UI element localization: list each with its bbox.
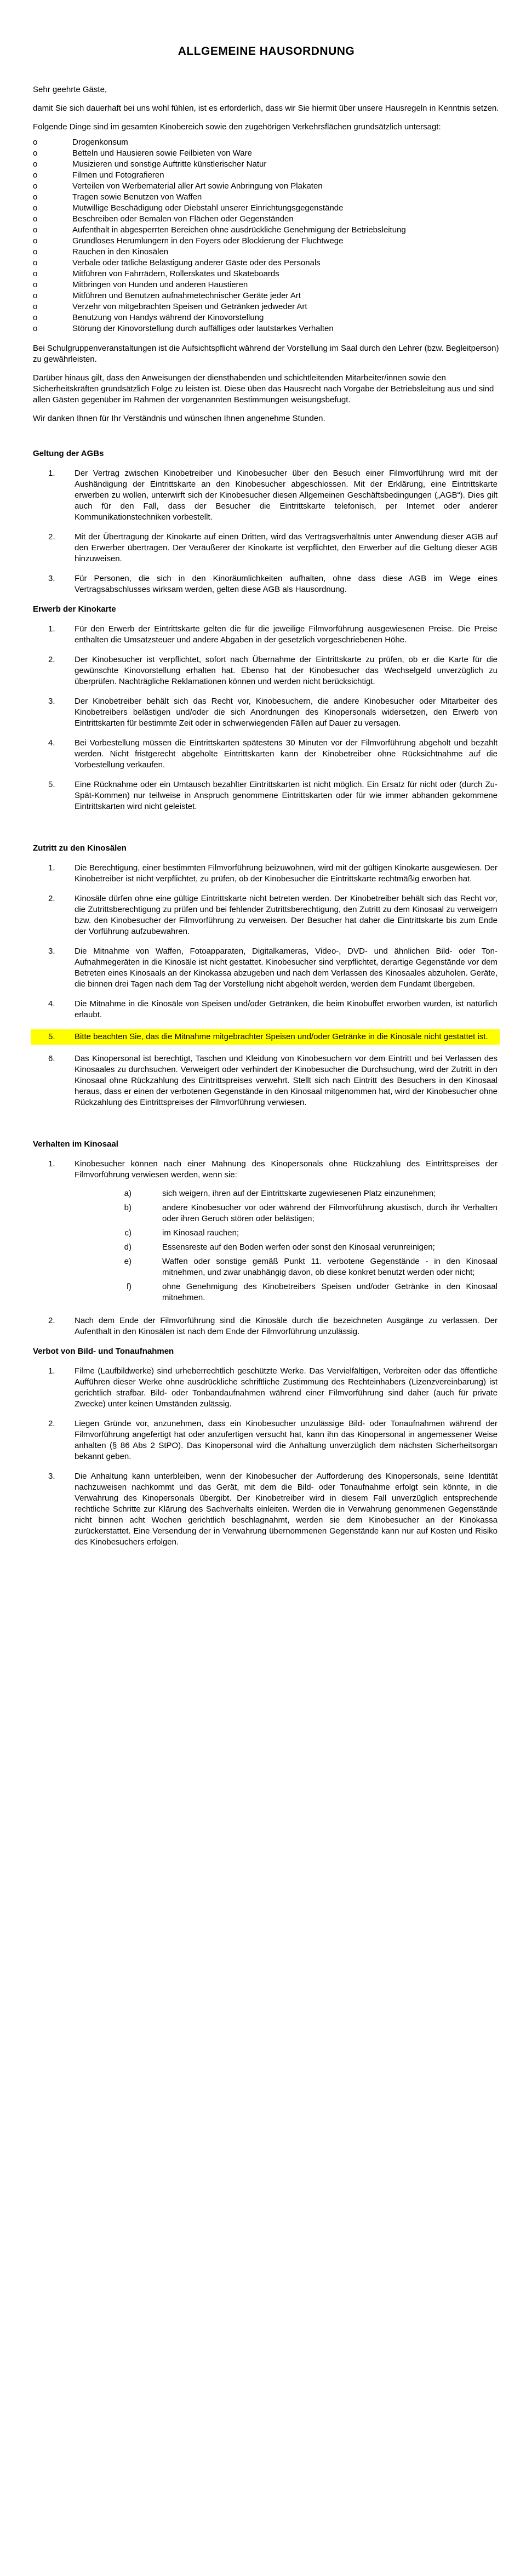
section-heading: Verbot von Bild- und Tonaufnahmen <box>33 1347 174 1356</box>
item-text: Der Kinobetreiber behält sich das Recht vor, Kinobesuchern, die andere Kinobesucher oder Mitarbeiter des Kinobetreibers belästigen und/oder die sich Anordnungen des Kinopersonals widersetzen, den Erwerb von Eintrittskarten für bestimmte Zeit oder in schwerwiegenden Fällen auf Dauer zu versagen. <box>75 697 498 728</box>
prohibited-item-text: Rauchen in den Kinosälen <box>72 247 169 257</box>
section-list-item <box>33 573 500 595</box>
item-body <box>75 468 500 523</box>
item-body <box>75 624 500 646</box>
section-list-item <box>33 468 500 523</box>
prohibited-item-text: Mitführen und Benutzen aufnahmetechnischer Geräte jeder Art <box>72 291 301 300</box>
prohibited-item-text: Benutzung von Handys während der Kinovorstellung <box>72 313 264 322</box>
item-body <box>75 1159 500 1307</box>
prohibited-item <box>33 312 500 323</box>
item-number: 2. <box>48 1316 55 1325</box>
section-heading: Geltung der AGBs <box>33 449 104 458</box>
sub-item-text: Waffen oder sonstige gemäß Punkt 11. verbotene Gegenstände - in den Kinosaal mitnehmen, und zwar unabhängig davon, ob diese konkret benutzt werden oder nicht; <box>162 1257 498 1277</box>
section-list-item <box>33 863 500 885</box>
sub-item-marker: a) <box>124 1189 132 1198</box>
item-body <box>75 1418 500 1462</box>
item-body <box>75 1471 500 1548</box>
item-body <box>75 779 500 812</box>
prohibited-item <box>33 148 500 159</box>
section-list-item <box>33 893 500 937</box>
bullet-marker: o <box>33 181 38 191</box>
item-text: Für den Erwerb der Eintrittskarte gelten die für die jeweilige Filmvorführung ausgewiesenen Preise. Die Preise enthalten die Umsatzsteuer und andere Abgaben in der gesetzlich vorgeschriebenen Höhe. <box>75 624 498 645</box>
item-number: 3. <box>48 697 55 706</box>
prohibited-item-text: Beschreiben oder Bemalen von Flächen oder Gegenständen <box>72 214 294 224</box>
sub-item-text: ohne Genehmigung des Kinobetreibers Speisen und/oder Getränke in den Kinosaal mitnehmen. <box>162 1282 498 1302</box>
bullet-marker: o <box>33 192 38 202</box>
section-list-item <box>33 779 500 812</box>
section-list <box>33 468 500 595</box>
bullet-marker: o <box>33 236 38 246</box>
item-text: Die Mitnahme in die Kinosäle von Speisen und/oder Getränken, die beim Kinobuffet erworben wurden, ist natürlich erlaubt. <box>75 999 498 1019</box>
prohibited-item <box>33 181 500 192</box>
school-groups-note: Bei Schulgruppenveranstaltungen ist die Aufsichtspflicht während der Vorstellung im Saal durch den Lehrer (bzw. Begleitperson) zu gewährleisten. <box>33 344 499 364</box>
item-body <box>75 654 500 687</box>
prohibited-item-text: Drogenkonsum <box>72 138 128 147</box>
terms-sections <box>33 448 500 1548</box>
prohibited-item-text: Aufenthalt in abgesperrten Bereichen ohne ausdrückliche Genehmigung der Betriebsleitung <box>72 225 406 235</box>
item-number: 5. <box>48 780 55 789</box>
bullet-marker: o <box>33 159 38 169</box>
item-text: Das Kinopersonal ist berechtigt, Taschen und Kleidung von Kinobesuchern vor dem Eintritt und bei Verlassen des Kinosaales zu durchsuchen. Verweigert oder verhindert der Kinobesucher die Durchsuchung, wird der Zutritt in den Kinosaal ohne Rückzahlung des Eintrittspreises verwehrt. Stellt sich nach Eintritt des Besuchers in den Kinosaal heraus, dass er einen der verbotenen Gegenstände in den Kinosaal mitgenommen hat, wird der Kinobesucher ohne Rückzahlung des Eintrittspreises der Filmvorführung verwiesen. <box>75 1054 498 1107</box>
item-number: 2. <box>48 532 55 542</box>
item-number: 1. <box>48 1366 55 1376</box>
sub-item-marker: c) <box>124 1228 132 1238</box>
bullet-marker: o <box>33 324 38 333</box>
item-number: 6. <box>48 1054 55 1063</box>
prohibited-item-text: Verteilen von Werbematerial aller Art sowie Anbringung von Plakaten <box>72 181 323 191</box>
sub-item-text: Essensreste auf den Boden werfen oder sonst den Kinosaal verunreinigen; <box>162 1243 435 1252</box>
item-number: 1. <box>48 469 55 478</box>
item-number: 2. <box>48 894 55 903</box>
prohibited-item-text: Filmen und Fotografieren <box>72 170 164 180</box>
item-body <box>75 696 500 729</box>
item-text: Kinobesucher können nach einer Mahnung des Kinopersonals ohne Rückzahlung des Eintrittspreises der Filmvorführung verwiesen werden, wenn sie: <box>75 1159 498 1179</box>
item-text: Eine Rücknahme oder ein Umtausch bezahlter Eintrittskarten ist nicht möglich. Ein Ersatz für nicht oder (durch Zu-Spät-Kommen) nur teilweise in Anspruch genommene Eintrittskarten oder für wie immer abhanden gekommene Eintrittskarten wird nicht geleistet. <box>75 780 498 811</box>
item-text: Bei Vorbestellung müssen die Eintrittskarten spätestens 30 Minuten vor der Filmvorführung abgeholt und bezahlt werden. Nicht fristgerecht abgeholte Eintrittskarten kann der Kinobetreiber ohne Rücksichtnahme auf die Vorbestellung verkaufen. <box>75 738 498 770</box>
prohibited-item-text: Betteln und Hausieren sowie Feilbieten von Ware <box>72 149 252 158</box>
section-list-item <box>33 1471 500 1548</box>
item-body <box>75 1053 500 1108</box>
bullet-marker: o <box>33 214 38 224</box>
item-text: Die Mitnahme von Waffen, Fotoapparaten, Digitalkameras, Video-, DVD- und ähnlichen Bild- oder Ton-Aufnahmegeräten in die Kinosäle ist nicht gestattet. Kinobesucher sind verpflichtet, derartige Gegenstände vor dem Betreten eines Kinosaals an der Kinokassa abzugeben und nach dem Verlassen des Kinosaales abzuholen. Geräte, die binnen drei Tagen nach dem Tag der Vorstellung nicht abgeholt werden, werden dem Fundamt übergeben. <box>75 947 498 989</box>
item-number: 4. <box>48 738 55 748</box>
section-heading: Zutritt zu den Kinosälen <box>33 844 127 853</box>
item-text: Der Kinobesucher ist verpflichtet, sofort nach Übernahme der Eintrittskarte zu prüfen, ob er die Karte für die gewünschte Kinovorstellung erhalten hat. Ebenso hat der Kinobesucher das Wechselgeld unverzüglich zu überprüfen. Nachträgliche Reklamationen können und werden nicht berücksichtigt. <box>75 655 498 686</box>
sub-item-marker: d) <box>124 1243 132 1252</box>
prohibited-item <box>33 258 500 269</box>
sub-item-text: sich weigern, ihren auf der Eintrittskarte zugewiesenen Platz einzunehmen; <box>162 1189 436 1198</box>
item-number: 3. <box>48 574 55 583</box>
staff-instructions-note: Darüber hinaus gilt, dass den Anweisungen der diensthabenden und schichtleitenden Mitarbeiter/innen sowie den Sicherheitskräften grundsätzlich Folge zu leisten ist. Diese üben das Hausrecht nach Vorgabe der Betriebsleitung aus und sind allen Gästen gegenüber im Rahmen der vorgenannten Bestimmungen weisungsbefugt. <box>33 373 494 404</box>
greeting: Sehr geehrte Gäste, <box>33 85 107 94</box>
section-list-item <box>33 624 500 646</box>
section-list-item <box>33 738 500 771</box>
item-text: Für Personen, die sich in den Kinoräumlichkeiten aufhalten, ohne dass diese AGB im Wege eines Vertragsabschlusses wirksam werden, gelten diese AGB als Hausordnung. <box>75 574 498 594</box>
bullet-marker: o <box>33 138 38 147</box>
item-body <box>75 999 500 1021</box>
prohibited-item <box>33 170 500 181</box>
prohibited-item <box>33 323 500 334</box>
sub-list-item <box>75 1256 498 1278</box>
item-number: 5. <box>48 1032 55 1041</box>
bullet-marker: o <box>33 170 38 180</box>
bullet-marker: o <box>33 149 38 158</box>
prohibited-item <box>33 225 500 236</box>
sub-list <box>75 1188 498 1303</box>
bullet-marker: o <box>33 269 38 278</box>
section-list-item <box>33 1053 500 1108</box>
section-list <box>33 1366 500 1548</box>
section-list-item <box>33 1159 500 1307</box>
item-body <box>75 1366 500 1410</box>
item-text: Die Anhaltung kann unterbleiben, wenn der Kinobesucher der Aufforderung des Kinopersonals, seine Identität nachzuweisen nachkommt und das Gerät, mit dem die Bild- oder Tonaufnahme erfolgt sein könnte, in die Verwahrung des Kinopersonals übergibt. Der Kinobetreiber wird in diesem Fall unverzüglich entsprechende rechtliche Schritte zur Klärung des Sachverhalts einleiten. Werden die in Verwahrung genommenen Gegenstände nicht binnen acht Wochen gerichtlich beschlagnahmt, werden sie dem Kinobesucher an der Kinokassa zurückerstattet. Eine Versendung der in Verwahrung übernommenen Gegenstände kann nur auf Kosten und Risiko des Kinobesuchers erfolgen. <box>75 1472 498 1547</box>
prohibited-item-text: Tragen sowie Benutzen von Waffen <box>72 192 202 202</box>
prohibited-item <box>33 214 500 225</box>
prohibited-item <box>33 280 500 290</box>
item-number: 1. <box>48 624 55 634</box>
bullet-marker: o <box>33 291 38 300</box>
item-number: 2. <box>48 655 55 664</box>
sub-item-marker: b) <box>124 1203 132 1212</box>
item-number: 3. <box>48 1472 55 1481</box>
sub-list-item <box>75 1281 498 1303</box>
section-list-item <box>33 999 500 1021</box>
item-body <box>75 1315 500 1337</box>
prohibited-item <box>33 159 500 170</box>
item-text: Nach dem Ende der Filmvorführung sind die Kinosäle durch die bezeichneten Ausgänge zu verlassen. Der Aufenthalt in den Kinosälen ist nach dem Ende der Filmvorführung unzulässig. <box>75 1316 498 1336</box>
section-list-item <box>33 1315 500 1337</box>
section-list <box>33 624 500 812</box>
section-list-item <box>33 696 500 729</box>
item-number: 1. <box>48 1159 55 1169</box>
section-list-item <box>33 1418 500 1462</box>
prohibited-item-text: Verbale oder tätliche Belästigung anderer Gäste oder des Personals <box>72 258 321 267</box>
section-list-item <box>33 946 500 990</box>
item-number: 4. <box>48 999 55 1008</box>
prohibited-item-text: Mitführen von Fahrrädern, Rollerskates und Skateboards <box>72 269 279 278</box>
item-body <box>75 863 500 885</box>
prohibited-item <box>33 301 500 312</box>
section-list-item <box>33 1366 500 1410</box>
item-text: Liegen Gründe vor, anzunehmen, dass ein Kinobesucher unzulässige Bild- oder Tonaufnahmen während der Filmvorführung angefertigt hat oder anzufertigen versucht hat, kann ihn das Kinopersonal in angemessener Weise anhalten (§ 86 Abs 2 StPO). Das Kinopersonal wird die Anhaltung unverzüglich dem nächsten Sicherheitsorgan bekannt geben. <box>75 1419 498 1461</box>
prohibited-item <box>33 269 500 280</box>
section-heading: Verhalten im Kinosaal <box>33 1139 118 1149</box>
document-title: ALLGEMEINE HAUSORDNUNG <box>178 45 355 58</box>
item-text: Die Berechtigung, einer bestimmten Filmvorführung beizuwohnen, wird mit der gültigen Kinokarte ausgewiesen. Der Kinobetreiber ist nicht verpflichtet, zu prüfen, ob der Kinobesucher die Eintrittskarte rechtmäßig erworben hat. <box>75 863 498 884</box>
prohibited-item-text: Verzehr von mitgebrachten Speisen und Getränken jedweder Art <box>72 302 307 311</box>
item-number: 1. <box>48 863 55 873</box>
item-body <box>75 893 500 937</box>
item-body <box>75 573 500 595</box>
prohibited-item-text: Störung der Kinovorstellung durch auffälliges oder lautstarkes Verhalten <box>72 324 334 333</box>
sub-list-item <box>75 1242 498 1253</box>
prohibited-item <box>33 236 500 247</box>
section-list-item <box>33 654 500 687</box>
bullet-marker: o <box>33 313 38 322</box>
prohibited-item <box>33 137 500 148</box>
bullet-marker: o <box>33 302 38 311</box>
sub-list-item <box>75 1202 498 1224</box>
prohibited-item-text: Mutwillige Beschädigung oder Diebstahl unserer Einrichtungsgegenstände <box>72 203 344 213</box>
prohibited-item-text: Mitbringen von Hunden und anderen Haustieren <box>72 280 248 289</box>
sub-item-marker: e) <box>124 1257 132 1266</box>
prohibited-item <box>33 290 500 301</box>
thanks-note: Wir danken Ihnen für Ihr Verständnis und wünschen Ihnen angenehme Stunden. <box>33 414 325 423</box>
item-body <box>75 738 500 771</box>
sub-item-text: im Kinosaal rauchen; <box>162 1228 239 1238</box>
prohibited-item <box>33 247 500 258</box>
bullet-marker: o <box>33 203 38 213</box>
item-number: 2. <box>48 1419 55 1428</box>
sub-item-text: andere Kinobesucher vor oder während der Filmvorführung akustisch, durch ihr Verhalten oder ihren Geruch stören oder belästigen; <box>162 1203 498 1223</box>
sub-list-item <box>75 1188 498 1199</box>
item-body <box>75 946 500 990</box>
section-list <box>33 863 500 1108</box>
highlighted-item-text: Bitte beachten Sie, das die Mitnahme mitgebrachter Speisen und/oder Getränke in die Kinosäle nicht gestattet ist. <box>75 1032 488 1041</box>
prohibited-item <box>33 192 500 203</box>
item-text: Der Vertrag zwischen Kinobetreiber und Kinobesucher über den Besuch einer Filmvorführung wird mit der Aushändigung der Eintrittskarte an den Kinobesucher abgeschlossen. Mit der Erklärung, eine Eintrittskarte erwerben zu wollen, unterwirft sich der Kinobesucher diesen Allgemeinen Geschäftsbedingungen („AGB“). Dies gilt auch für den Fall, dass der Besucher die Eintrittskarte telefonisch, per Internet oder anderer Kommunikationstechniken vorbestellt. <box>75 469 498 522</box>
section-list-item <box>33 532 500 565</box>
item-text: Filme (Laufbildwerke) sind urheberrechtlich geschützte Werke. Das Vervielfältigen, Verbreiten oder das öffentliche Aufführen dieser Werke ohne ausdrückliche schriftliche Zustimmung des Rechteinhabers (Lizenzvereinbarung) ist gerichtlich strafbar. Bild- oder Tonbandaufnahmen während einer Filmvorführung sind daher (auch für private Zwecke) unter keinen Umständen zulässig. <box>75 1366 498 1409</box>
bullet-marker: o <box>33 225 38 235</box>
prohibited-intro: Folgende Dinge sind im gesamten Kinobereich sowie den zugehörigen Verkehrsflächen grundsätzlich untersagt: <box>33 122 441 132</box>
bullet-marker: o <box>33 247 38 257</box>
section-list-item <box>31 1029 500 1045</box>
item-body <box>75 1031 500 1042</box>
sub-item-marker: f) <box>126 1282 132 1291</box>
item-body <box>75 532 500 565</box>
item-text: Mit der Übertragung der Kinokarte auf einen Dritten, wird das Vertragsverhältnis unter Anwendung dieser AGB auf den Erwerber übertragen. Der Veräußerer der Kinokarte ist verpflichtet, den Erwerber auf die Geltung dieser AGB hinzuweisen. <box>75 532 498 563</box>
section-heading: Erwerb der Kinokarte <box>33 605 116 614</box>
prohibited-item <box>33 203 500 214</box>
prohibited-list <box>33 137 500 334</box>
item-number: 3. <box>48 947 55 956</box>
intro-purpose: damit Sie sich dauerhaft bei uns wohl fühlen, ist es erforderlich, dass wir Sie hiermit über unsere Hausregeln in Kenntnis setzen. <box>33 104 499 113</box>
section-list <box>33 1159 500 1337</box>
bullet-marker: o <box>33 280 38 289</box>
item-text: Kinosäle dürfen ohne eine gültige Eintrittskarte nicht betreten werden. Der Kinobetreiber behält sich das Recht vor, die Zutrittsberechtigung zu prüfen und bei fehlender Zutrittsberechtigung, den Zutritt zu dem Kinosaal zu verweigern bzw. den Kinobesucher der Filmvorführung zu verweisen. Der Besucher hat daher die Eintrittskarte bis zum Ende der Vorführung aufzubewahren. <box>75 894 498 936</box>
prohibited-item-text: Musizieren und sonstige Auftritte künstlerischer Natur <box>72 159 267 169</box>
prohibited-item-text: Grundloses Herumlungern in den Foyers oder Blockierung der Fluchtwege <box>72 236 344 246</box>
bullet-marker: o <box>33 258 38 267</box>
sub-list-item <box>75 1228 498 1239</box>
